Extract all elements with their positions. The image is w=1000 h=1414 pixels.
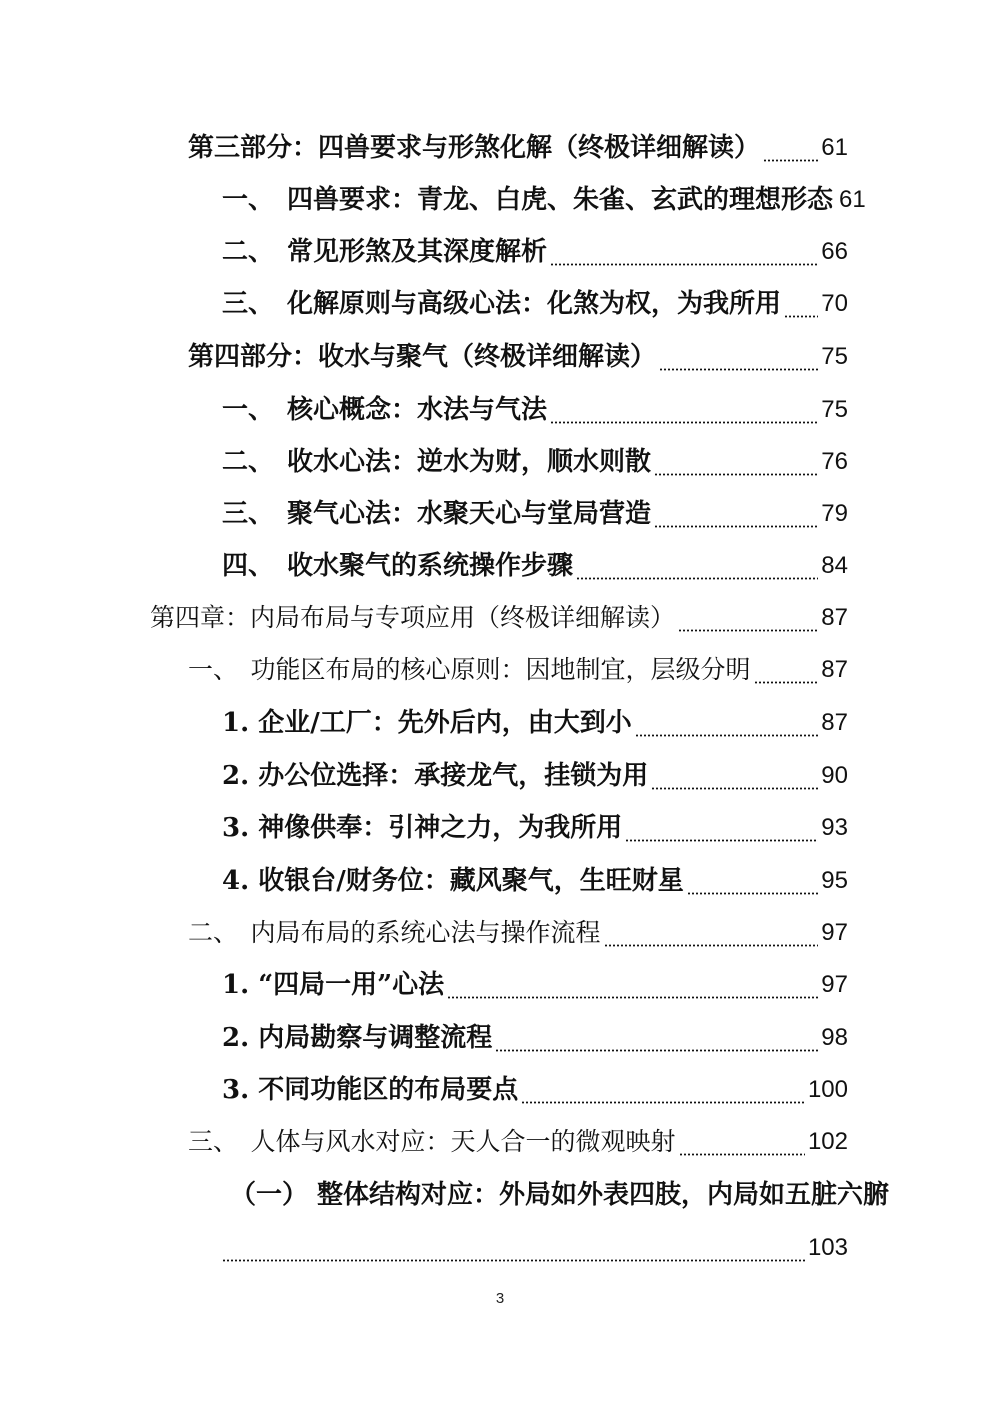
toc-entry[interactable] bbox=[188, 913, 848, 953]
leader-dots bbox=[784, 294, 818, 318]
toc-entry-label: 一、 核心概念：水法与气法 bbox=[222, 395, 548, 425]
toc-entry-page: 66 bbox=[821, 238, 848, 265]
leader-dots bbox=[654, 504, 818, 528]
leader-dots bbox=[763, 138, 818, 162]
toc-entry[interactable] bbox=[222, 284, 848, 324]
toc-entry-label: 三、 聚气心法：水聚天心与堂局营造 bbox=[222, 499, 652, 529]
toc-entry-label: 3. 神像供奉：引神之力，为我所用 bbox=[222, 813, 623, 843]
toc-entry-page: 87 bbox=[821, 656, 848, 683]
toc-entry-label: 2. 内局勘察与调整流程 bbox=[222, 1023, 493, 1053]
leader-dots bbox=[604, 923, 819, 947]
toc-entry-page: 100 bbox=[807, 1076, 848, 1103]
toc-entry[interactable] bbox=[222, 546, 848, 586]
toc-entry-page: 79 bbox=[821, 500, 848, 527]
leader-dots bbox=[651, 766, 818, 790]
leader-dots bbox=[550, 400, 818, 424]
toc-entry-label: 2. 办公位选择：承接龙气，挂锁为用 bbox=[222, 761, 649, 791]
toc-entry-label: 3. 不同功能区的布局要点 bbox=[222, 1075, 519, 1105]
toc-entry[interactable] bbox=[222, 494, 848, 534]
leader-dots bbox=[625, 818, 818, 842]
toc-entry-label: 二、 内局布局的系统心法与操作流程 bbox=[188, 918, 601, 947]
toc-entry[interactable] bbox=[222, 1070, 848, 1110]
toc-entry[interactable] bbox=[222, 965, 848, 1005]
toc-entry[interactable] bbox=[222, 442, 848, 482]
toc-entry-label: 一、 四兽要求：青龙、白虎、朱雀、玄武的理想形态 bbox=[222, 185, 834, 215]
toc-entry[interactable] bbox=[188, 1122, 848, 1162]
toc-entry[interactable] bbox=[222, 1018, 848, 1058]
leader-dots bbox=[521, 1080, 805, 1104]
toc-entry-page: 103 bbox=[807, 1234, 848, 1261]
toc-entry-label: 1. 企业/工厂：先外后内，由大到小 bbox=[222, 708, 632, 738]
toc-entry-page: 75 bbox=[821, 396, 848, 423]
toc-entry-page: 93 bbox=[821, 814, 848, 841]
toc-entry[interactable] bbox=[150, 598, 848, 638]
toc-entry-page: 61 bbox=[821, 134, 848, 161]
toc-entry-page: 95 bbox=[821, 867, 848, 894]
toc-entry-label: 第四章：内局布局与专项应用（终极详细解读） bbox=[150, 603, 676, 632]
toc-entry[interactable] bbox=[222, 180, 866, 220]
toc-entry-page: 70 bbox=[821, 290, 848, 317]
toc-entry-page: 97 bbox=[821, 971, 848, 998]
toc-entry-page: 61 bbox=[839, 186, 866, 213]
toc-entry-label: 一、 功能区布局的核心原则：因地制宜，层级分明 bbox=[188, 655, 751, 684]
toc-entry[interactable] bbox=[188, 337, 848, 377]
leader-dots bbox=[576, 556, 818, 580]
leader-dots bbox=[687, 871, 819, 895]
toc-entry-page: 75 bbox=[821, 343, 848, 370]
toc-entry-label: 1. “四局一用”心法 bbox=[222, 970, 445, 1000]
leader-dots bbox=[550, 242, 818, 266]
toc-entry-continuation[interactable] bbox=[222, 1228, 848, 1268]
toc-entry[interactable] bbox=[222, 861, 848, 901]
toc-entry-page: 84 bbox=[821, 552, 848, 579]
leader-dots bbox=[679, 1132, 805, 1156]
toc-entry[interactable] bbox=[222, 756, 848, 796]
toc-entry-label: 四、 收水聚气的系统操作步骤 bbox=[222, 551, 574, 581]
toc-entry-label: （一） 整体结构对应：外局如外表四肢，内局如五脏六腑 bbox=[230, 1180, 890, 1210]
toc-entry-label: 二、 收水心法：逆水为财，顺水则散 bbox=[222, 447, 652, 477]
page-number: 3 bbox=[495, 1290, 505, 1307]
leader-dots bbox=[659, 347, 818, 371]
toc-entry-label: 第四部分：收水与聚气（终极详细解读） bbox=[188, 342, 657, 372]
toc-entry-page: 76 bbox=[821, 448, 848, 475]
leader-dots bbox=[754, 660, 819, 684]
toc-entry[interactable] bbox=[222, 390, 848, 430]
toc-entry-page: 90 bbox=[821, 762, 848, 789]
toc-entry-label: 二、 常见形煞及其深度解析 bbox=[222, 237, 548, 267]
leader-dots bbox=[495, 1028, 818, 1052]
toc-entry[interactable] bbox=[188, 650, 848, 690]
toc-entry[interactable] bbox=[222, 703, 848, 743]
toc-entry[interactable] bbox=[222, 808, 848, 848]
toc-entry-page: 102 bbox=[807, 1128, 848, 1155]
leader-dots bbox=[447, 975, 818, 999]
toc-entry[interactable] bbox=[188, 128, 848, 168]
toc-entry-page: 98 bbox=[821, 1024, 848, 1051]
toc-entry-page: 87 bbox=[821, 709, 848, 736]
toc-entry-label: 三、 人体与风水对应：天人合一的微观映射 bbox=[188, 1127, 676, 1156]
toc-entry-label: 三、 化解原则与高级心法：化煞为权，为我所用 bbox=[222, 289, 782, 319]
toc-entry-label: 第三部分：四兽要求与形煞化解（终极详细解读） bbox=[188, 133, 761, 163]
toc-entry[interactable] bbox=[222, 232, 848, 272]
toc-entry-label: 4. 收银台/财务位：藏风聚气，生旺财星 bbox=[222, 866, 684, 896]
leader-dots bbox=[654, 452, 818, 476]
leader-dots bbox=[635, 713, 819, 737]
leader-dots bbox=[678, 608, 818, 632]
toc-entry-page: 87 bbox=[821, 604, 848, 631]
toc-entry[interactable] bbox=[230, 1175, 890, 1215]
toc-entry-page: 97 bbox=[821, 919, 848, 946]
leader-dots bbox=[222, 1238, 805, 1262]
